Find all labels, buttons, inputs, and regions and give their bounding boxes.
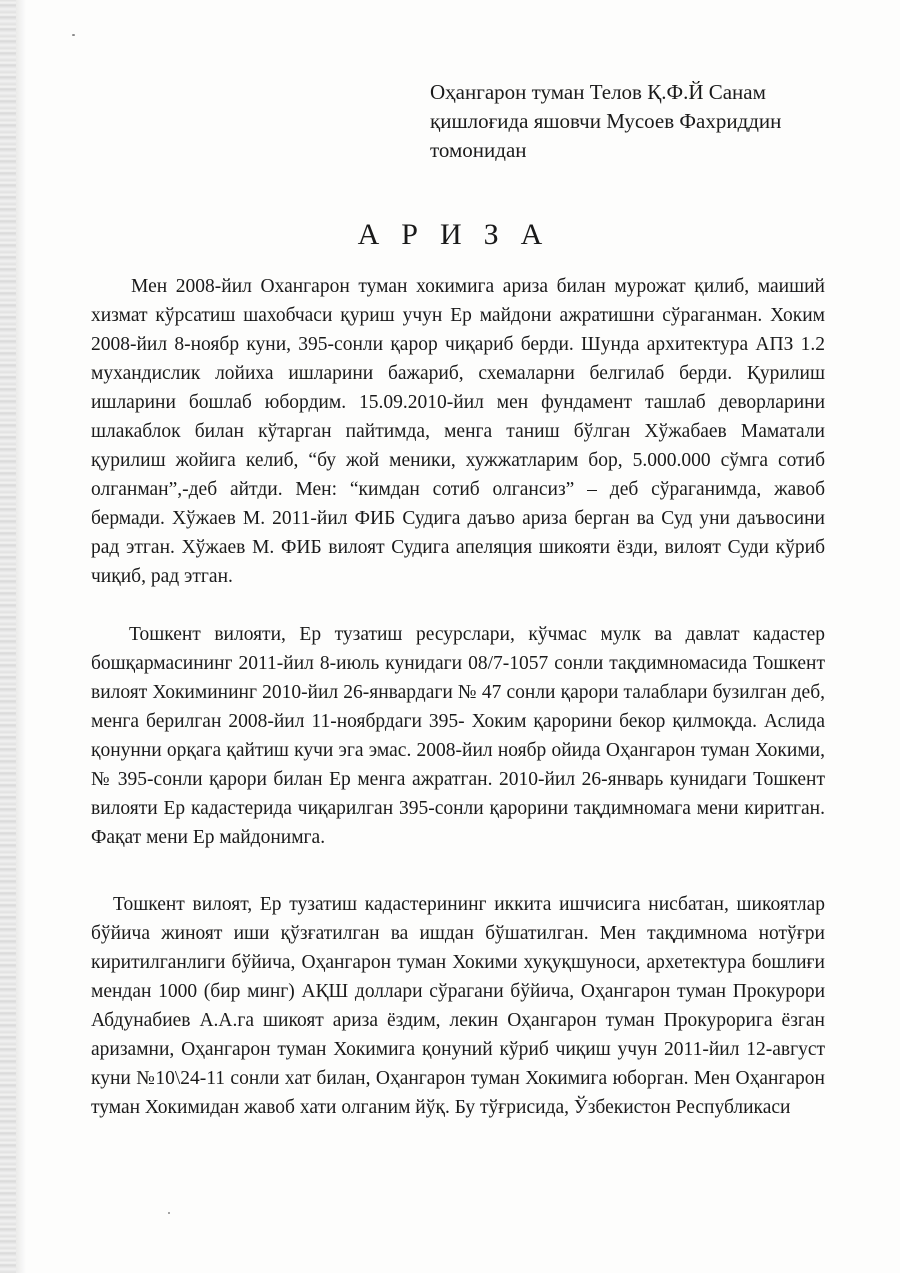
body-paragraph: Мен 2008-йил Охангарон туман хокимига ариза билан мурожат қилиб, маиший хизмат кўрсатиш шахобчаси қуриш учун Ер майдони ажратишни сўраганман. Хоким 2008-йил 8-ноябр куни, 395-сонли қарор чиқариб берди. Шунда архитектура АПЗ 1.2 мухандислик лойиха ишларини бажариб, схемаларни белгилаб берди. Қурилиш ишларини бошлаб юбордим. 15.09.2010-йил мен фундамент ташлаб деворларини шлакаблок билан кўтарган пайтимда, менга таниш бўлган Хўжабаев Маматали қурилиш жойига келиб, “бу жой меники, хужжатларим бор, 5.000.000 сўмга сотиб олганман”,-деб айтди. Мен: “кимдан сотиб олгансиз” – деб сўраганимда, жавоб бермади. Хўжаев М. 2011-йил ФИБ Судига даъво ариза берган ва Суд уни даъвосини рад этган. Хўжаев М. ФИБ вилоят Судига апеляция шикояти ёзди, вилоят Суди кўриб чиқиб, рад этган. — [91, 276, 825, 587]
addressee-line: қишлоғида яшовчи Мусоев Фахриддин — [430, 109, 782, 133]
scan-speck — [168, 1212, 170, 1214]
scan-edge-gradient — [16, 0, 26, 1273]
addressee-line: Оҳангарон туман Телов Қ.Ф.Й Санам — [430, 80, 766, 104]
scan-edge-shadow — [0, 0, 16, 1273]
body-paragraph: Тошкент вилояти, Ер тузатиш ресурслари, кўчмас мулк ва давлат кадастер бошқармасининг 2011-йил 8-июль кунидаги 08/7-1057 сонли тақдимномасида Тошкент вилоят Хокимининг 2010-йил 26-январдаги № 47 сонли қарори талаблари бузилган деб, менга берилган 2008-йил 11-ноябрдаги 395- Хоким қарорини бекор қилмоқда. Аслида қонунни орқага қайтиш кучи эга эмас. 2008-йил ноябр ойида Оҳангарон туман Хокими, № 395-сонли қарори билан Ер менга ажратган. 2010-йил 26-январь кунидаги Тошкент вилояти Ер кадастерида чиқарилган 395-сонли қарорини тақдимномага мени киритган. Фақат мени Ер майдонимга. — [91, 624, 825, 848]
addressee-line: томонидан — [430, 138, 527, 162]
addressee-block — [430, 78, 850, 165]
scan-speck — [72, 34, 75, 36]
body-paragraph: Тошкент вилоят, Ер тузатиш кадастерининг иккита ишчисига нисбатан, шикоятлар бўйича жиноят иши қўзғатилган ва ишдан бўшатилган. Мен тақдимнома нотўғри киритилганлиги бўйича, Оҳангарон туман Хокими хуқуқшуноси, архетектура бошлиғи мендан 1000 (бир минг) АҚШ доллари сўрагани бўйича, Оҳангарон туман Прокурори Абдунабиев А.А.га шикоят ариза ёздим, лекин Оҳангарон туман Прокурорига ёзган аризамни, Оҳангарон туман Хокимига қонуний кўриб чиқиш учун 2011-йил 12-август куни №10\24-11 сонли хат билан, Оҳангарон туман Хокимига юборган. Мен Оҳангарон туман Хокимидан жавоб хати олганим йўқ. Бу тўғрисида, Ўзбекистон Республикаси — [91, 894, 825, 1118]
document-title: АРИЗА — [357, 218, 565, 251]
